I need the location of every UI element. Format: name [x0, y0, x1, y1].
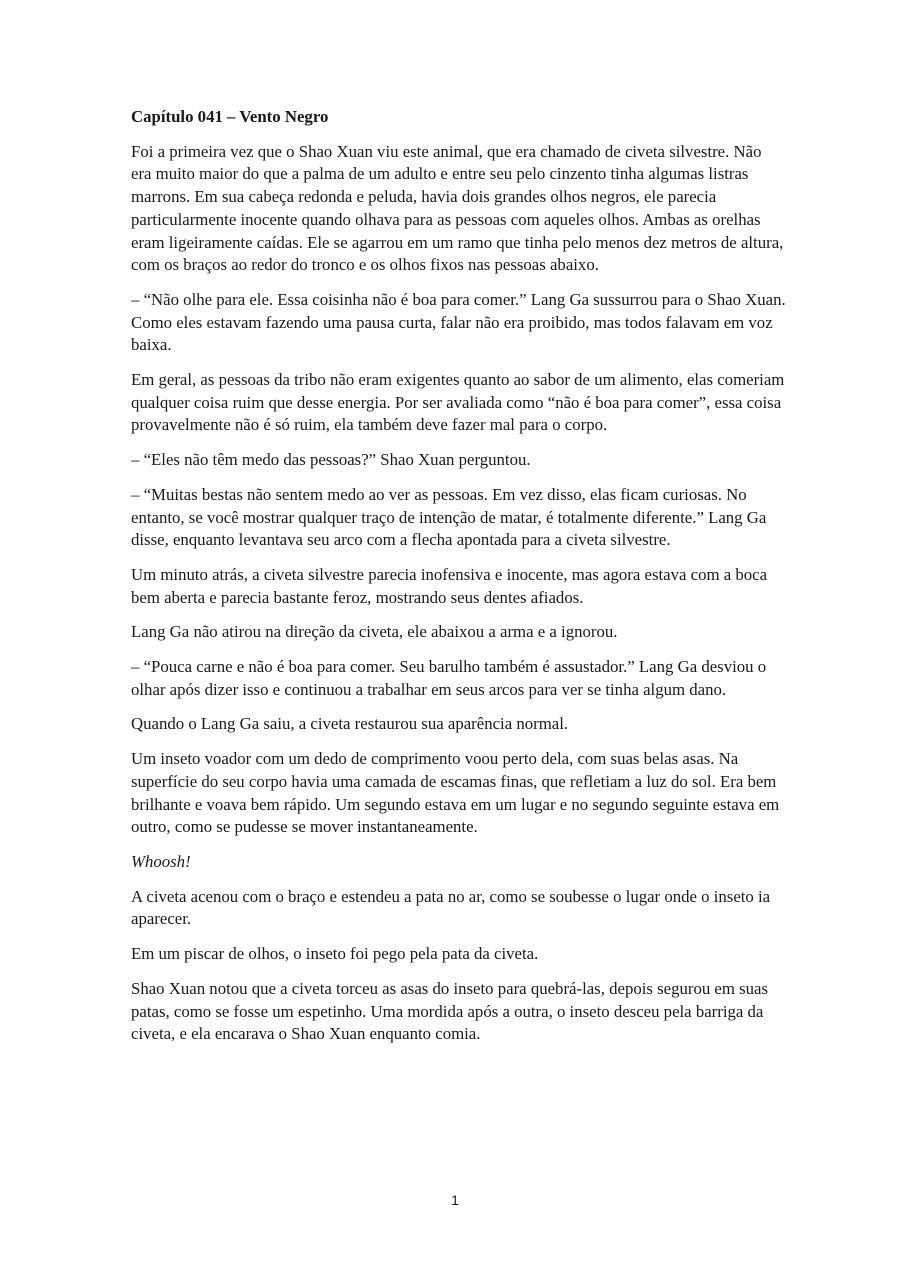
paragraph: – “Eles não têm medo das pessoas?” Shao Xuan perguntou. — [131, 450, 531, 470]
paragraph: Foi a primeira vez que o Shao Xuan viu este animal, que era chamado de civeta silvestre. Não era muito maior do que a palma de um adulto e entre seu pelo cinzento tinha algumas listras marrons. Em sua cabeça redonda e peluda, havia dois grandes olhos negros, ele parecia particularmente inocente quando olhava para as pessoas com aqueles olhos. Ambas as orelhas eram ligeiramente caídas. Ele se agarrou em um ramo que tinha pelo menos dez metros de altura, com os braços ao redor do tronco e os olhos fixos nas pessoas abaixo. — [131, 141, 784, 275]
page-content — [131, 106, 786, 1058]
paragraph-onomatopoeia: Whoosh! — [131, 851, 191, 871]
paragraph: Em um piscar de olhos, o inseto foi pego pela pata da civeta. — [131, 944, 539, 964]
page-number: 1 — [451, 1192, 459, 1208]
paragraph: Um inseto voador com um dedo de comprimento voou perto dela, com suas belas asas. Na superfície do seu corpo havia uma camada de escamas finas, que refletiam a luz do sol. Era bem brilhante e voava bem rápido. Um segundo estava em um lugar e no segundo seguinte estava em outro, como se pudesse se mover instantaneamente. — [131, 749, 780, 837]
paragraph: A civeta acenou com o braço e estendeu a pata no ar, como se soubesse o lugar onde o inseto ia aparecer. — [131, 886, 771, 929]
chapter-title: Capítulo 041 – Vento Negro — [131, 107, 329, 126]
paragraph: Um minuto atrás, a civeta silvestre parecia inofensiva e inocente, mas agora estava com a boca bem aberta e parecia bastante feroz, mostrando seus dentes afiados. — [131, 564, 768, 607]
paragraph: – “Não olhe para ele. Essa coisinha não é boa para comer.” Lang Ga sussurrou para o Shao Xuan. Como eles estavam fazendo uma pausa curta, falar não era proibido, mas todos falavam em voz baixa. — [131, 289, 786, 355]
paragraph: Shao Xuan notou que a civeta torceu as asas do inseto para quebrá-las, depois segurou em suas patas, como se fosse um espetinho. Uma mordida após a outra, o inseto desceu pela barriga da civeta, e ela encarava o Shao Xuan enquanto comia. — [131, 978, 769, 1044]
paragraph: – “Pouca carne e não é boa para comer. Seu barulho também é assustador.” Lang Ga desviou o olhar após dizer isso e continuou a trabalhar em seus arcos para ver se tinha algum dano. — [131, 657, 767, 699]
paragraph: Quando o Lang Ga saiu, a civeta restaurou sua aparência normal. — [131, 714, 569, 734]
paragraph: – “Muitas bestas não sentem medo ao ver as pessoas. Em vez disso, elas ficam curiosas. No entanto, se você mostrar qualquer traço de intenção de matar, é totalmente diferente.” Lang Ga disse, enquanto levantava seu arco com a flecha apontada para a civeta silvestre. — [131, 484, 767, 550]
paragraph: Lang Ga não atirou na direção da civeta, ele abaixou a arma e a ignorou. — [131, 622, 618, 642]
paragraph: Em geral, as pessoas da tribo não eram exigentes quanto ao sabor de um alimento, elas comeriam qualquer coisa ruim que desse energia. Por ser avaliada como “não é boa para comer”, essa coisa provavelmente não é só ruim, ela também deve fazer mal para o corpo. — [131, 370, 785, 435]
